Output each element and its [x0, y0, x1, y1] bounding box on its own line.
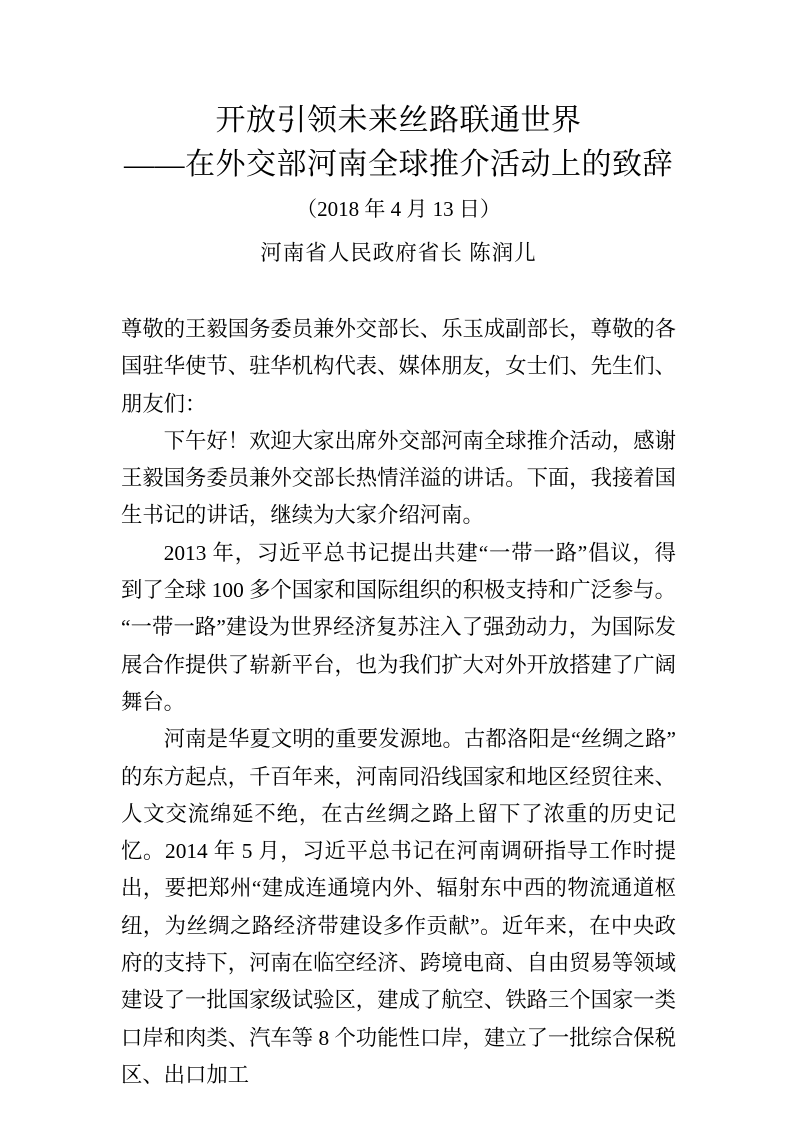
document-title: 开放引领未来丝路联通世界	[215, 104, 582, 137]
title-block	[121, 99, 676, 275]
salutation-paragraph: 尊敬的王毅国务委员兼外交部长、乐玉成副部长，尊敬的各国驻华使节、驻华机构代表、媒体朋友，女士们、先生们、朋友们：	[121, 317, 676, 416]
document-date: （2018 年 4 月 13 日）	[296, 197, 501, 221]
body-paragraph: 2013 年，习近平总书记提出共建“一带一路”倡议，得到了全球 100 多个国家和国际组织的积极支持和广泛参与。“一带一路”建设为世界经济复苏注入了强劲动力，为国际发展合作提供了崭新平台，也为我们扩大对外开放搭建了广阔舞台。	[121, 540, 676, 714]
document-subtitle: ——在外交部河南全球推介活动上的致辞	[124, 148, 673, 181]
document-author: 河南省人民政府省长 陈润儿	[260, 241, 537, 265]
document-body	[121, 311, 676, 1094]
body-paragraph: 下午好！欢迎大家出席外交部河南全球推介活动，感谢王毅国务委员兼外交部长热情洋溢的讲话。下面，我接着国生书记的讲话，继续为大家介绍河南。	[121, 428, 676, 528]
body-paragraph: 河南是华夏文明的重要发源地。古都洛阳是“丝绸之路”的东方起点，千百年来，河南同沿线国家和地区经贸往来、人文交流绵延不绝，在古丝绸之路上留下了浓重的历史记忆。2014 年 5 月，习近平总书记在河南调研指导工作时提出，要把郑州“建成连通境内外、辐射东中西的物流通道枢纽，为丝绸之路经济带建设多作贡献”。近年来，在中央政府的支持下，河南在临空经济、跨境电商、自由贸易等领域建设了一批国家级试验区，建成了航空、铁路三个国家一类口岸和肉类、汽车等 8 个功能性口岸，建立了一批综合保税区、出口加工	[121, 727, 676, 1087]
